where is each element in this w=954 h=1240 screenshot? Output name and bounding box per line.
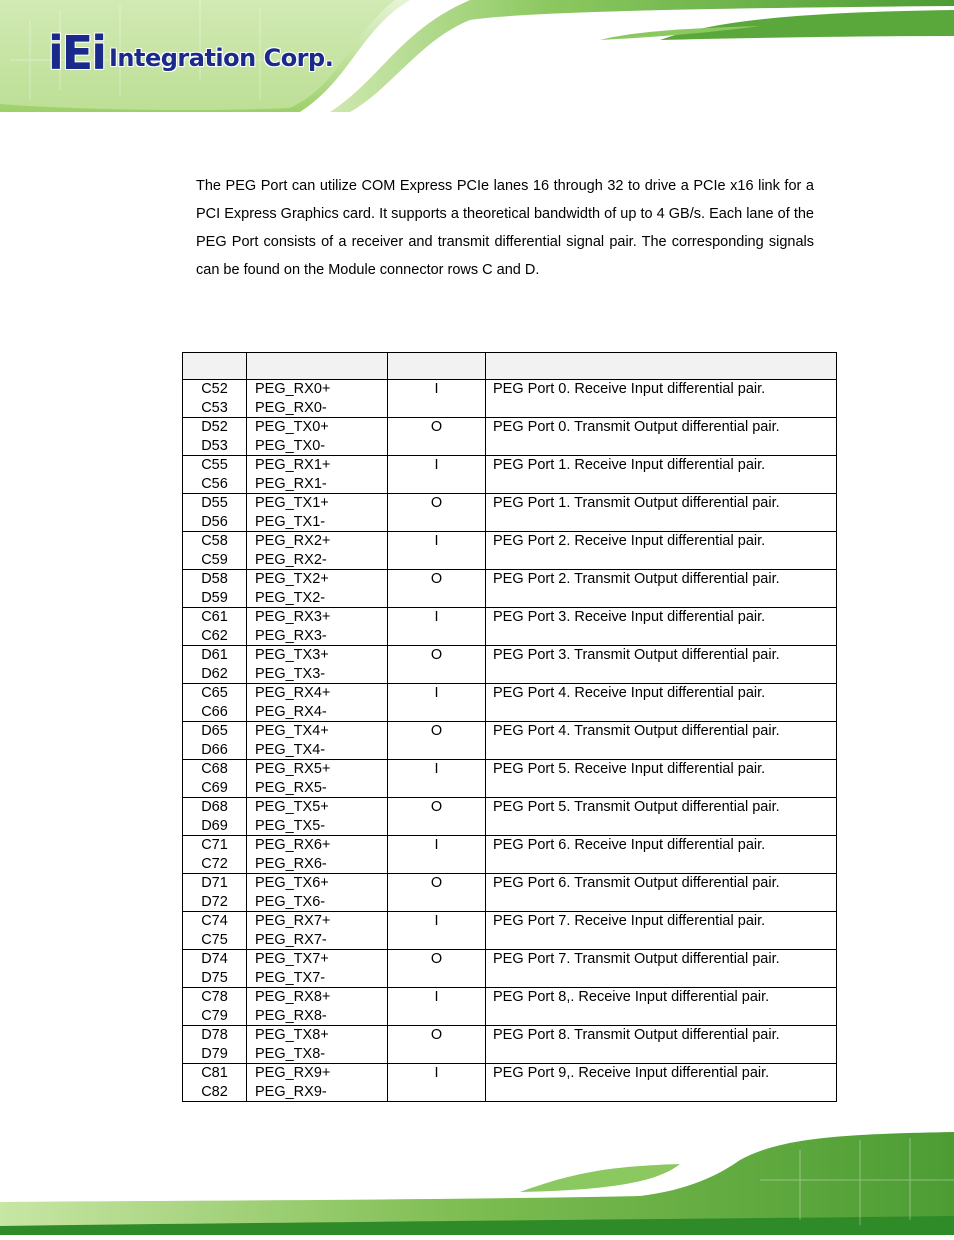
- pin-cell: [183, 684, 247, 722]
- pin-label: C71: [201, 837, 228, 853]
- direction-cell: O: [388, 722, 486, 760]
- signal-name: PEG_TX0-: [255, 437, 326, 454]
- pin-label: C62: [201, 627, 228, 644]
- pin-label: C79: [201, 1007, 228, 1024]
- table-body: [183, 380, 837, 1102]
- signal-cell: [247, 646, 388, 684]
- table-row: [183, 418, 837, 456]
- signal-cell: [247, 760, 388, 798]
- direction-cell: I: [388, 836, 486, 874]
- description-cell: PEG Port 2. Receive Input differential pair.: [486, 532, 837, 570]
- description-cell: PEG Port 4. Transmit Output differential pair.: [486, 722, 837, 760]
- signal-name: PEG_RX1-: [255, 475, 327, 492]
- pin-label: C53: [201, 399, 228, 416]
- signal-name: PEG_RX9-: [255, 1083, 327, 1100]
- pin-label: C75: [201, 931, 228, 948]
- pin-label: C52: [201, 381, 228, 397]
- pin-label: D72: [201, 893, 228, 910]
- header-description: [486, 353, 837, 380]
- signal-name: PEG_TX7-: [255, 969, 326, 986]
- signal-name: PEG_RX9+: [255, 1065, 331, 1081]
- table-row: [183, 570, 837, 608]
- pin-label: D71: [201, 875, 228, 891]
- logo-text: Integration Corp.: [108, 44, 334, 72]
- footer-banner: [0, 1130, 954, 1235]
- peg-signal-table: [182, 352, 837, 1102]
- signal-cell: [247, 912, 388, 950]
- table-row: [183, 798, 837, 836]
- description-cell: PEG Port 1. Transmit Output differential pair.: [486, 494, 837, 532]
- signal-name: PEG_RX7+: [255, 913, 331, 929]
- direction-cell: I: [388, 380, 486, 418]
- pin-label: D58: [201, 571, 228, 587]
- pin-cell: [183, 494, 247, 532]
- pin-label: C81: [201, 1065, 228, 1081]
- description-cell: PEG Port 8,. Receive Input differential pair.: [486, 988, 837, 1026]
- direction-cell: O: [388, 798, 486, 836]
- direction-cell: O: [388, 950, 486, 988]
- table-row: [183, 494, 837, 532]
- footer-graphic: [0, 1130, 954, 1235]
- signal-cell: [247, 722, 388, 760]
- pin-label: D78: [201, 1027, 228, 1043]
- signal-name: PEG_RX5-: [255, 779, 327, 796]
- signal-name: PEG_RX4+: [255, 685, 331, 701]
- description-cell: PEG Port 8. Transmit Output differential pair.: [486, 1026, 837, 1064]
- pin-label: D55: [201, 495, 228, 511]
- pin-cell: [183, 874, 247, 912]
- signal-name: PEG_RX3+: [255, 609, 331, 625]
- signal-name: PEG_RX6-: [255, 855, 327, 872]
- signal-name: PEG_RX8+: [255, 989, 331, 1005]
- pin-label: D59: [201, 589, 228, 606]
- signal-name: PEG_RX4-: [255, 703, 327, 720]
- pin-label: C58: [201, 533, 228, 549]
- pin-label: D56: [201, 513, 228, 530]
- signal-name: PEG_TX6+: [255, 875, 329, 891]
- pin-cell: [183, 950, 247, 988]
- direction-cell: I: [388, 1064, 486, 1102]
- header-signal: [247, 353, 388, 380]
- pin-label: C82: [201, 1083, 228, 1100]
- pin-cell: [183, 988, 247, 1026]
- signal-cell: [247, 456, 388, 494]
- description-cell: PEG Port 0. Transmit Output differential pair.: [486, 418, 837, 456]
- table-row: [183, 646, 837, 684]
- pin-label: D52: [201, 419, 228, 435]
- signal-cell: [247, 684, 388, 722]
- signal-name: PEG_RX2+: [255, 533, 331, 549]
- signal-name: PEG_RX8-: [255, 1007, 327, 1024]
- signal-name: PEG_TX3+: [255, 647, 329, 663]
- pin-label: D66: [201, 741, 228, 758]
- signal-cell: [247, 836, 388, 874]
- pin-label: C59: [201, 551, 228, 568]
- pin-label: D68: [201, 799, 228, 815]
- table-row: [183, 380, 837, 418]
- pin-label: C61: [201, 609, 228, 625]
- table-row: [183, 760, 837, 798]
- direction-cell: O: [388, 570, 486, 608]
- header-banner: [0, 0, 954, 115]
- signal-name: PEG_RX7-: [255, 931, 327, 948]
- direction-cell: O: [388, 1026, 486, 1064]
- table-row: [183, 988, 837, 1026]
- direction-cell: I: [388, 760, 486, 798]
- description-cell: PEG Port 2. Transmit Output differential pair.: [486, 570, 837, 608]
- table-row: [183, 912, 837, 950]
- pin-cell: [183, 760, 247, 798]
- pin-label: C74: [201, 913, 228, 929]
- signal-name: PEG_TX6-: [255, 893, 326, 910]
- pin-label: D61: [201, 647, 228, 663]
- pin-cell: [183, 798, 247, 836]
- pin-cell: [183, 912, 247, 950]
- signal-name: PEG_TX8+: [255, 1027, 329, 1043]
- pin-label: D65: [201, 723, 228, 739]
- description-cell: PEG Port 7. Receive Input differential pair.: [486, 912, 837, 950]
- pin-cell: [183, 570, 247, 608]
- description-cell: PEG Port 4. Receive Input differential pair.: [486, 684, 837, 722]
- signal-name: PEG_TX4+: [255, 723, 329, 739]
- direction-cell: I: [388, 456, 486, 494]
- signal-name: PEG_RX5+: [255, 761, 331, 777]
- table-row: [183, 608, 837, 646]
- signal-name: PEG_RX6+: [255, 837, 331, 853]
- signal-cell: [247, 1026, 388, 1064]
- table-row: [183, 456, 837, 494]
- pin-label: D53: [201, 437, 228, 454]
- pin-label: C56: [201, 475, 228, 492]
- signal-cell: [247, 950, 388, 988]
- pin-label: C66: [201, 703, 228, 720]
- direction-cell: O: [388, 646, 486, 684]
- intro-paragraph: The PEG Port can utilize COM Express PCIe lanes 16 through 32 to drive a PCIe x16 link for a PCI Express Graphics card. It supports a theoretical bandwidth of up to 4 GB/s. Each lane of the PEG Port consists of a receiver and transmit differential signal pair. The corresponding signals can be found on the Module connector rows C and D.: [196, 178, 814, 278]
- table-row: [183, 1026, 837, 1064]
- signal-cell: [247, 570, 388, 608]
- signal-name: PEG_RX3-: [255, 627, 327, 644]
- direction-cell: O: [388, 494, 486, 532]
- pin-cell: [183, 722, 247, 760]
- signal-name: PEG_TX1+: [255, 495, 329, 511]
- pin-cell: [183, 646, 247, 684]
- signal-cell: [247, 798, 388, 836]
- signal-name: PEG_TX4-: [255, 741, 326, 758]
- pin-cell: [183, 608, 247, 646]
- header-direction: [388, 353, 486, 380]
- signal-name: PEG_RX0+: [255, 381, 331, 397]
- signal-cell: [247, 380, 388, 418]
- pin-label: C55: [201, 457, 228, 473]
- pin-label: D69: [201, 817, 228, 834]
- pin-label: D74: [201, 951, 228, 967]
- description-cell: PEG Port 6. Receive Input differential pair.: [486, 836, 837, 874]
- direction-cell: I: [388, 684, 486, 722]
- description-cell: PEG Port 6. Transmit Output differential pair.: [486, 874, 837, 912]
- signal-name: PEG_TX8-: [255, 1045, 326, 1062]
- direction-cell: I: [388, 988, 486, 1026]
- header-pin: [183, 353, 247, 380]
- pin-cell: [183, 1064, 247, 1102]
- description-cell: PEG Port 1. Receive Input differential pair.: [486, 456, 837, 494]
- signal-name: PEG_TX5-: [255, 817, 326, 834]
- pin-label: C68: [201, 761, 228, 777]
- pin-label: C69: [201, 779, 228, 796]
- signal-cell: [247, 1064, 388, 1102]
- description-cell: PEG Port 3. Receive Input differential pair.: [486, 608, 837, 646]
- signal-name: PEG_TX2-: [255, 589, 326, 606]
- signal-name: PEG_TX0+: [255, 419, 329, 435]
- signal-cell: [247, 874, 388, 912]
- description-cell: PEG Port 5. Transmit Output differential pair.: [486, 798, 837, 836]
- signal-name: PEG_TX1-: [255, 513, 326, 530]
- pin-cell: [183, 380, 247, 418]
- signal-name: PEG_TX3-: [255, 665, 326, 682]
- pin-label: C78: [201, 989, 228, 1005]
- signal-name: PEG_TX5+: [255, 799, 329, 815]
- direction-cell: I: [388, 532, 486, 570]
- signal-cell: [247, 494, 388, 532]
- logo-mark: iEi: [48, 26, 105, 80]
- table-row: [183, 874, 837, 912]
- direction-cell: I: [388, 608, 486, 646]
- signal-cell: [247, 608, 388, 646]
- table-row: [183, 532, 837, 570]
- table-row: [183, 950, 837, 988]
- pin-label: D62: [201, 665, 228, 682]
- description-cell: PEG Port 0. Receive Input differential pair.: [486, 380, 837, 418]
- pin-label: C72: [201, 855, 228, 872]
- signal-name: PEG_RX1+: [255, 457, 331, 473]
- signal-cell: [247, 532, 388, 570]
- company-logo: [48, 26, 334, 80]
- signal-name: PEG_TX2+: [255, 571, 329, 587]
- description-cell: PEG Port 9,. Receive Input differential pair.: [486, 1064, 837, 1102]
- table-row: [183, 684, 837, 722]
- pin-cell: [183, 532, 247, 570]
- direction-cell: I: [388, 912, 486, 950]
- table-row: [183, 722, 837, 760]
- signal-cell: [247, 988, 388, 1026]
- signal-cell: [247, 418, 388, 456]
- table-row: [183, 836, 837, 874]
- pin-label: D79: [201, 1045, 228, 1062]
- pin-label: C65: [201, 685, 228, 701]
- signal-name: PEG_TX7+: [255, 951, 329, 967]
- pin-cell: [183, 418, 247, 456]
- table-header-row: [183, 353, 837, 380]
- description-cell: PEG Port 3. Transmit Output differential pair.: [486, 646, 837, 684]
- signal-name: PEG_RX2-: [255, 551, 327, 568]
- description-cell: PEG Port 7. Transmit Output differential pair.: [486, 950, 837, 988]
- pin-cell: [183, 456, 247, 494]
- direction-cell: O: [388, 418, 486, 456]
- description-cell: PEG Port 5. Receive Input differential pair.: [486, 760, 837, 798]
- pin-cell: [183, 836, 247, 874]
- pin-cell: [183, 1026, 247, 1064]
- table-row: [183, 1064, 837, 1102]
- signal-name: PEG_RX0-: [255, 399, 327, 416]
- direction-cell: O: [388, 874, 486, 912]
- pin-label: D75: [201, 969, 228, 986]
